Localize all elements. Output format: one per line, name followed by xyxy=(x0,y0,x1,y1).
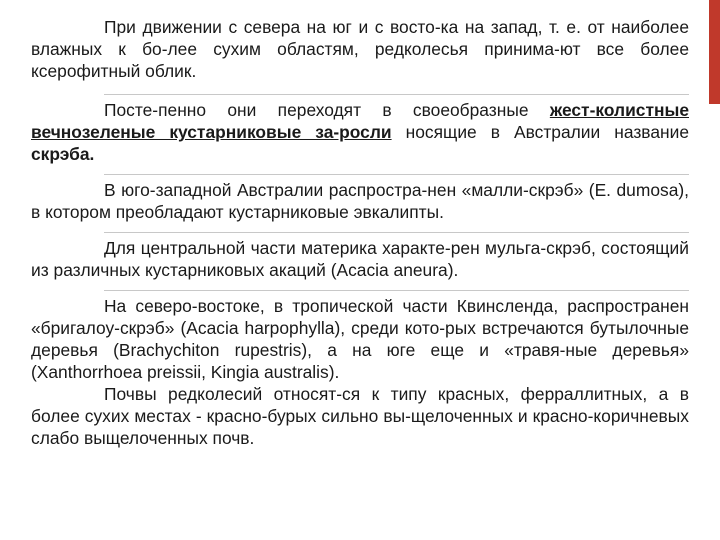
paragraph-transition-mid: носящие в Австралии название xyxy=(391,122,689,142)
highlighted-term-shrubland: жест-колистные вечнозеленые кустарниковые за-росли xyxy=(31,100,689,142)
paragraph-intro: При движении с севера на юг и с восто-ка на запад, т. е. от наиболее влажных к бо-лее сухим областям, редколесья принима-ют все более ксерофитный облик. xyxy=(31,17,689,81)
paragraph-soils: Почвы редколесий относят-ся к типу красных, ферраллитных, а в более сухих местах - красно-бурых сильно вы-щелоченных и красно-коричневых слабо выщелоченных почв. xyxy=(31,384,689,448)
paragraph-divider xyxy=(104,290,689,291)
paragraph-divider xyxy=(104,232,689,233)
paragraph-brigalow-scrub: На северо-востоке, в тропической части Квинсленда, распространен «бригалоу-скрэб» (Acacia harpophylla), среди кото-рых встречаются бутылочные деревья (Brachychiton rupestris), а на юге еще и «травя-ные деревья» (Xanthorrhoea preissii, Kingia australis). xyxy=(31,296,689,382)
accent-bar xyxy=(709,0,720,104)
term-scrub: скрэба. xyxy=(31,144,95,164)
paragraph-divider xyxy=(104,94,689,95)
paragraph-transition xyxy=(31,99,689,165)
paragraph-mulga-scrub: Для центральной части материка характе-рен мульга-скрэб, состоящий из различных кустарниковых акаций (Acacia aneura). xyxy=(31,238,689,280)
paragraph-mallee-scrub: В юго-западной Австралии распростра-нен «малли-скрэб» (E. dumosa), в котором преобладают кустарниковые эвкалипты. xyxy=(31,180,689,222)
paragraph-divider xyxy=(104,174,689,175)
paragraph-transition-lead: Посте-пенно они переходят в своеобразные xyxy=(104,100,550,120)
slide-text-body xyxy=(31,16,689,449)
